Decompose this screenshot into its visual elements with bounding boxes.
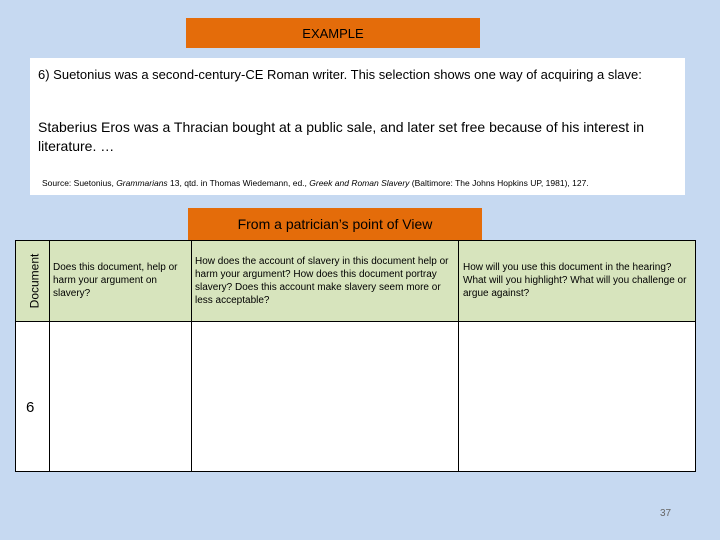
source-quote: Staberius Eros was a Thracian bought at a public sale, and later set free because of his interest in literature. …	[38, 119, 644, 154]
citation-mid: 13, qtd. in Thomas Wiedemann, ed.,	[167, 178, 310, 188]
document-column-header: Document	[27, 253, 42, 309]
perspective-badge	[188, 208, 482, 240]
perspective-badge-label: From a patrician’s point of View	[237, 216, 433, 232]
source-intro: 6) Suetonius was a second-century-CE Roman writer. This selection shows one way of acquiring a slave:	[38, 67, 642, 82]
hearing-use-column-header: How will you use this document in the hearing? What will you highlight? What will you challenge or argue against?	[463, 262, 687, 299]
page-number: 37	[660, 508, 672, 519]
citation-suffix: (Baltimore: The Johns Hopkins UP, 1981), 127.	[409, 178, 589, 188]
account-column-header: How does the account of slavery in this document help or harm your argument? How does this document portray slavery? Does this account make slavery seem more or less acceptable?	[195, 256, 449, 306]
citation-prefix: Source: Suetonius,	[42, 178, 117, 188]
answer-cell-account[interactable]	[192, 322, 457, 471]
citation-title-book: Greek and Roman Slavery	[309, 178, 410, 188]
analysis-table	[15, 240, 696, 472]
answer-cell-help-harm[interactable]	[50, 322, 190, 471]
example-badge-label: EXAMPLE	[302, 25, 364, 41]
example-badge	[186, 18, 480, 48]
citation-title-grammarians: Grammarians	[116, 178, 168, 188]
answer-cell-hearing-use[interactable]	[459, 322, 694, 471]
document-number: 6	[26, 399, 35, 416]
source-citation	[42, 178, 682, 188]
help-harm-column-header: Does this document, help or harm your argument on slavery?	[53, 262, 178, 299]
source-box	[30, 58, 685, 195]
